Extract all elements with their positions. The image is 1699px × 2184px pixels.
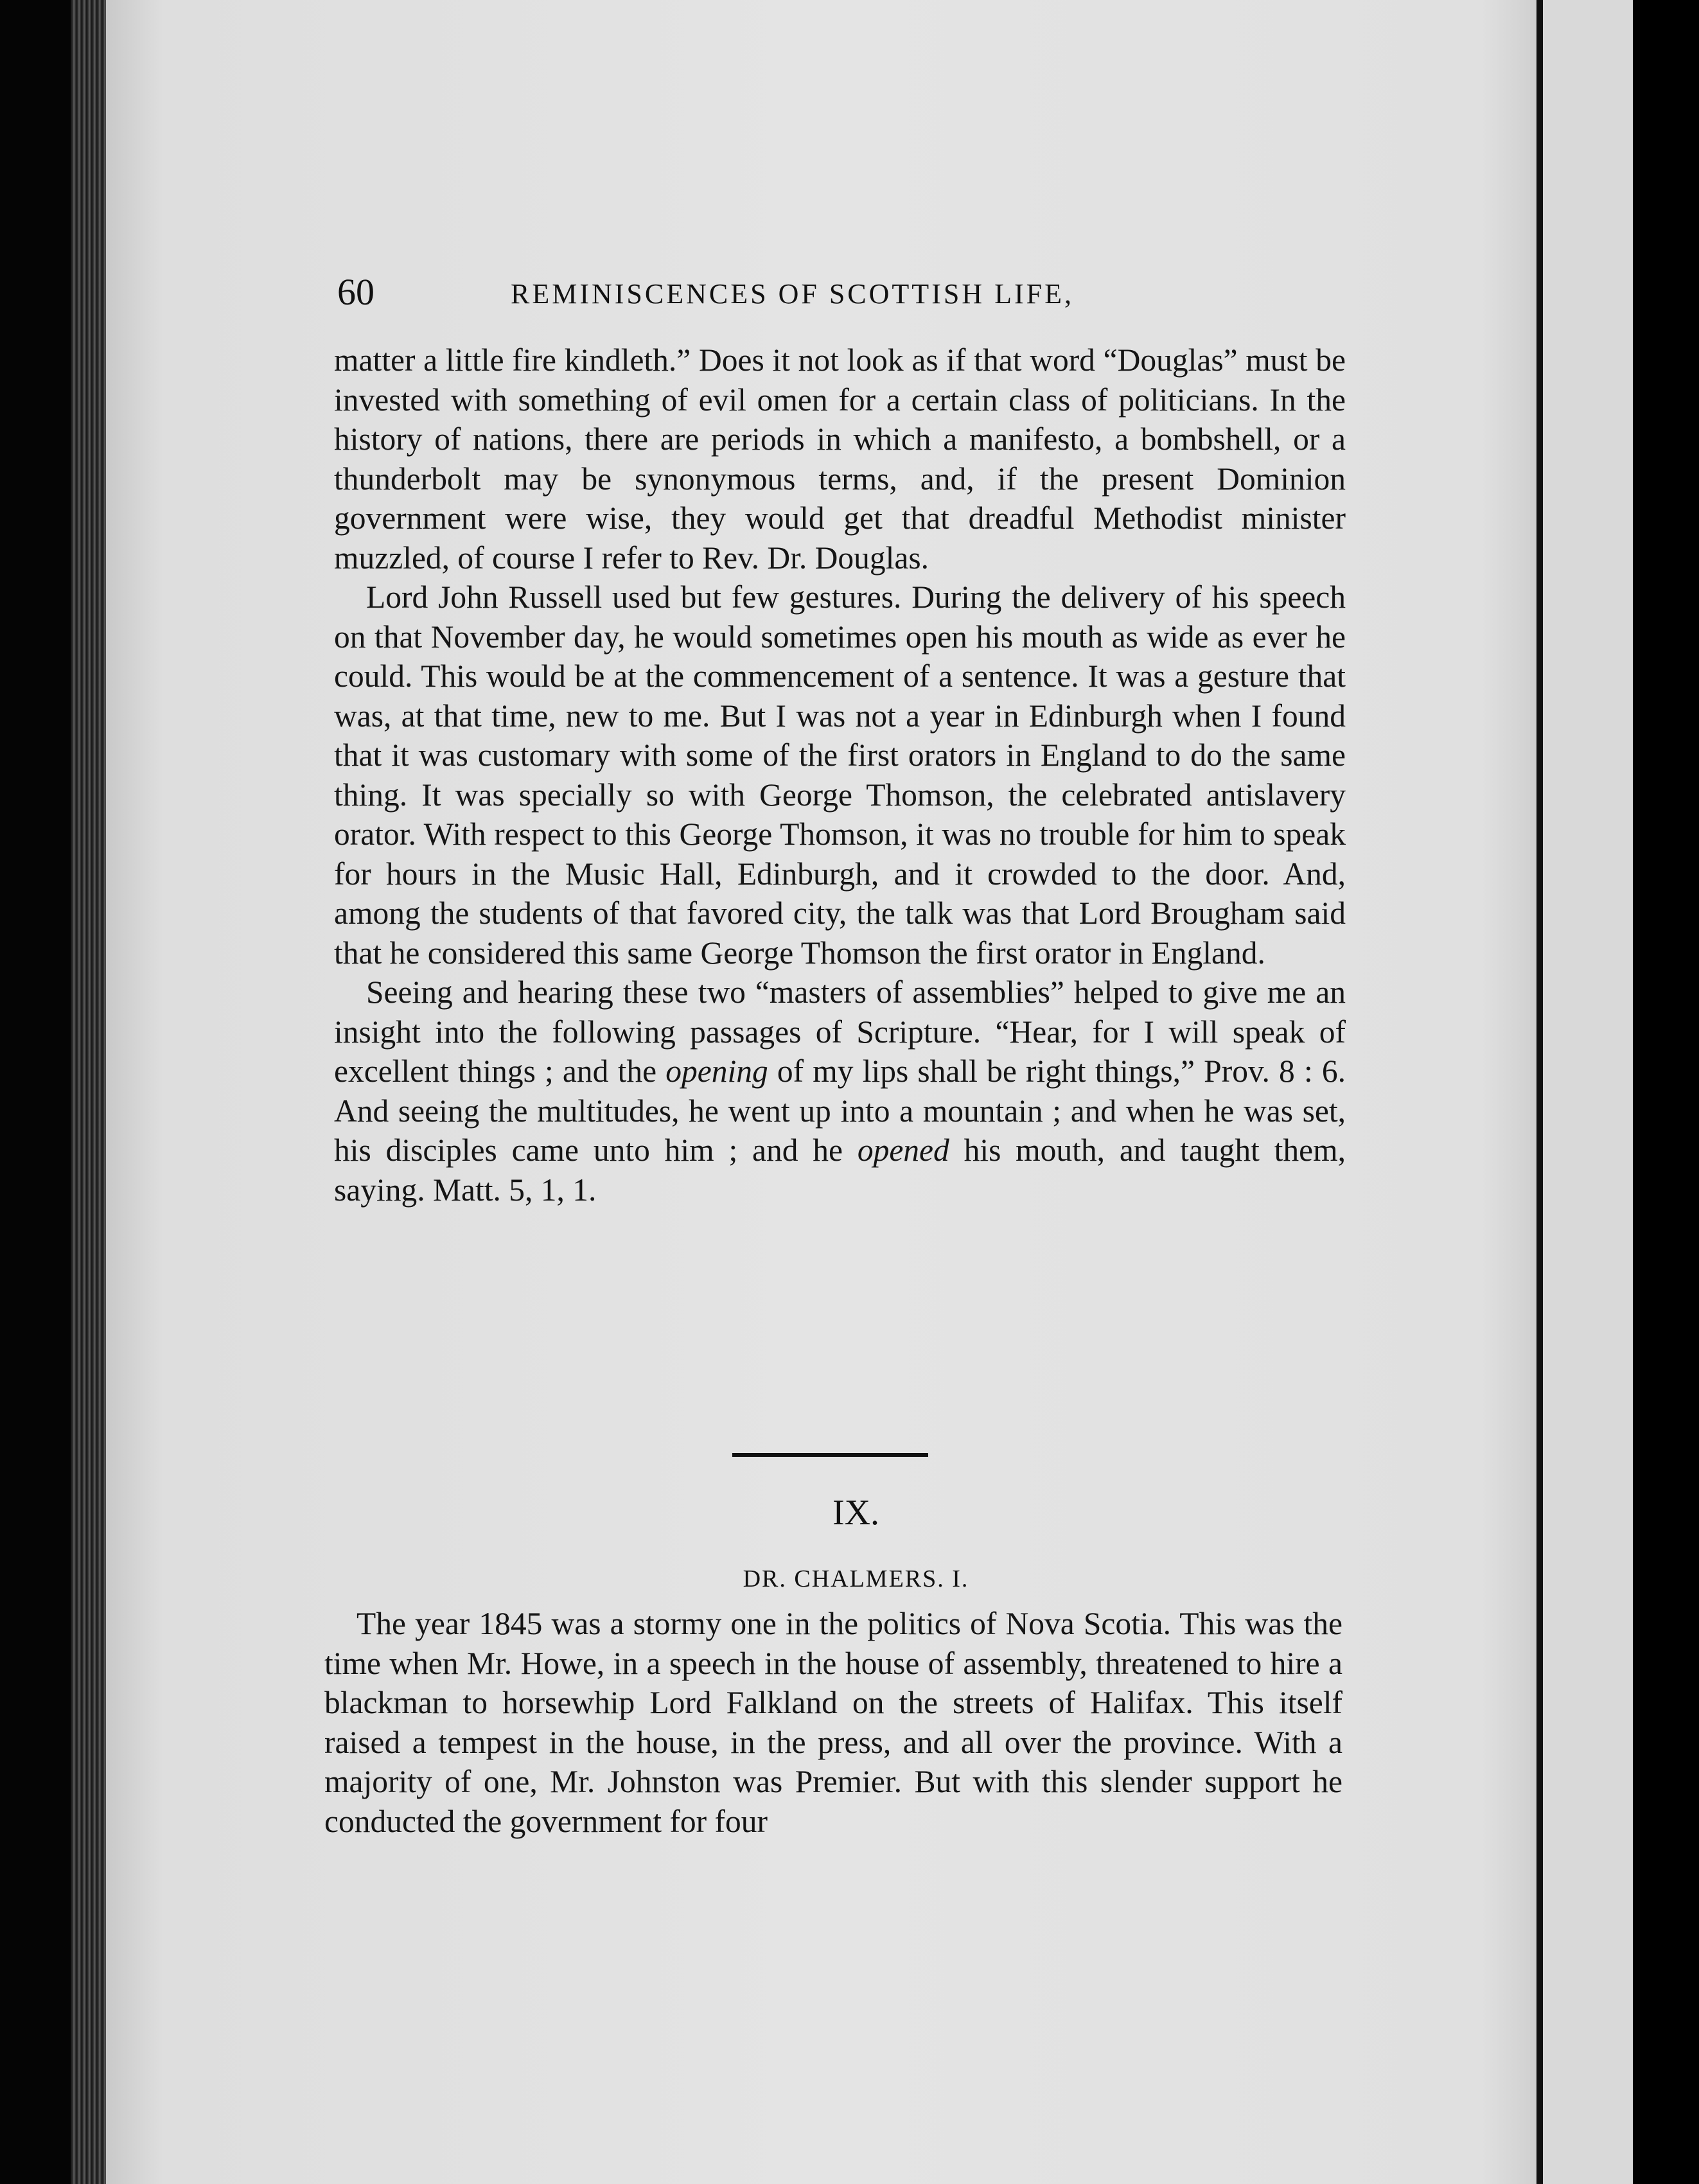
scan-margin-right bbox=[1633, 0, 1699, 2184]
next-page-sliver bbox=[1543, 0, 1633, 2184]
section-title: DR. CHALMERS. I. bbox=[743, 1565, 969, 1592]
page-header bbox=[337, 270, 1352, 315]
italic-opening: opening bbox=[665, 1053, 768, 1089]
paragraph-3 bbox=[334, 973, 1346, 1210]
paragraph-4: The year 1845 was a stormy one in the politics of Nova Scotia. This was the time when Mr. Howe, in a speech in the house of assembly, threatened to hire a blackman to horsewhip Lord Falkland on the streets of Halifax. This itself raised a tempest in the house, in the press, and all over the province. With a majority of one, Mr. Johnston was Premier. But with this slender support he conducted the government for four bbox=[324, 1606, 1342, 1839]
paragraph-3-part-5: his mouth, and taught them, saying. Matt. 5, 1, 1. bbox=[334, 1132, 1346, 1208]
paragraph-2: Lord John Russell used but few gestures. During the delivery of his speech on that November day, he would sometimes open his mouth as wide as ever he could. This would be at the commencement of a sentence. It was a gesture that was, at that time, new to me. But I was not a year in Edinburgh when I found that it was customary with some of the first orators in England to do the same thing. It was specially so with George Thomson, the celebrated antislavery orator. With respect to this George Thomson, it was no trouble for him to speak for hours in the Music Hall, Edinburgh, and it crowded to the door. And, among the students of that favored city, the talk was that Lord Brougham said that he considered this same George Thomson the first orator in England. bbox=[334, 579, 1346, 971]
italic-opened: opened bbox=[857, 1132, 949, 1168]
body-text-bottom bbox=[324, 1604, 1342, 1841]
paragraph-1: matter a little fire kindleth.” Does it not look as if that word “Douglas” must be invested with something of evil omen for a certain class of politicians. In the history of nations, there are periods in which a manifesto, a bombshell, or a thunderbolt may be synonymous terms, and, if the present Dominion government were wise, they would get that dreadful Methodist minister muzzled, of course I refer to Rev. Dr. Douglas. bbox=[334, 342, 1346, 576]
page-gutter-line bbox=[1536, 0, 1543, 2184]
paragraph-3-part-3: of my lips shall be right things,” Prov. 8 : 6. And seeing the multitudes, he went up into a mountain ; and when he was set, his disciples came unto him ; and he bbox=[334, 1053, 1346, 1168]
section-number: IX. bbox=[832, 1493, 880, 1533]
paragraph-3-part-1: Seeing and hearing these two “masters of assemblies” helped to give me an insight into the following passages of Scripture. “Hear, for I will speak of excellent things ; and the bbox=[334, 974, 1346, 1089]
page-number: 60 bbox=[337, 271, 374, 313]
body-text-top bbox=[334, 340, 1346, 1210]
running-head: REMINISCENCES OF SCOTTISH LIFE, bbox=[511, 278, 1074, 310]
section-divider-rule bbox=[732, 1453, 928, 1457]
